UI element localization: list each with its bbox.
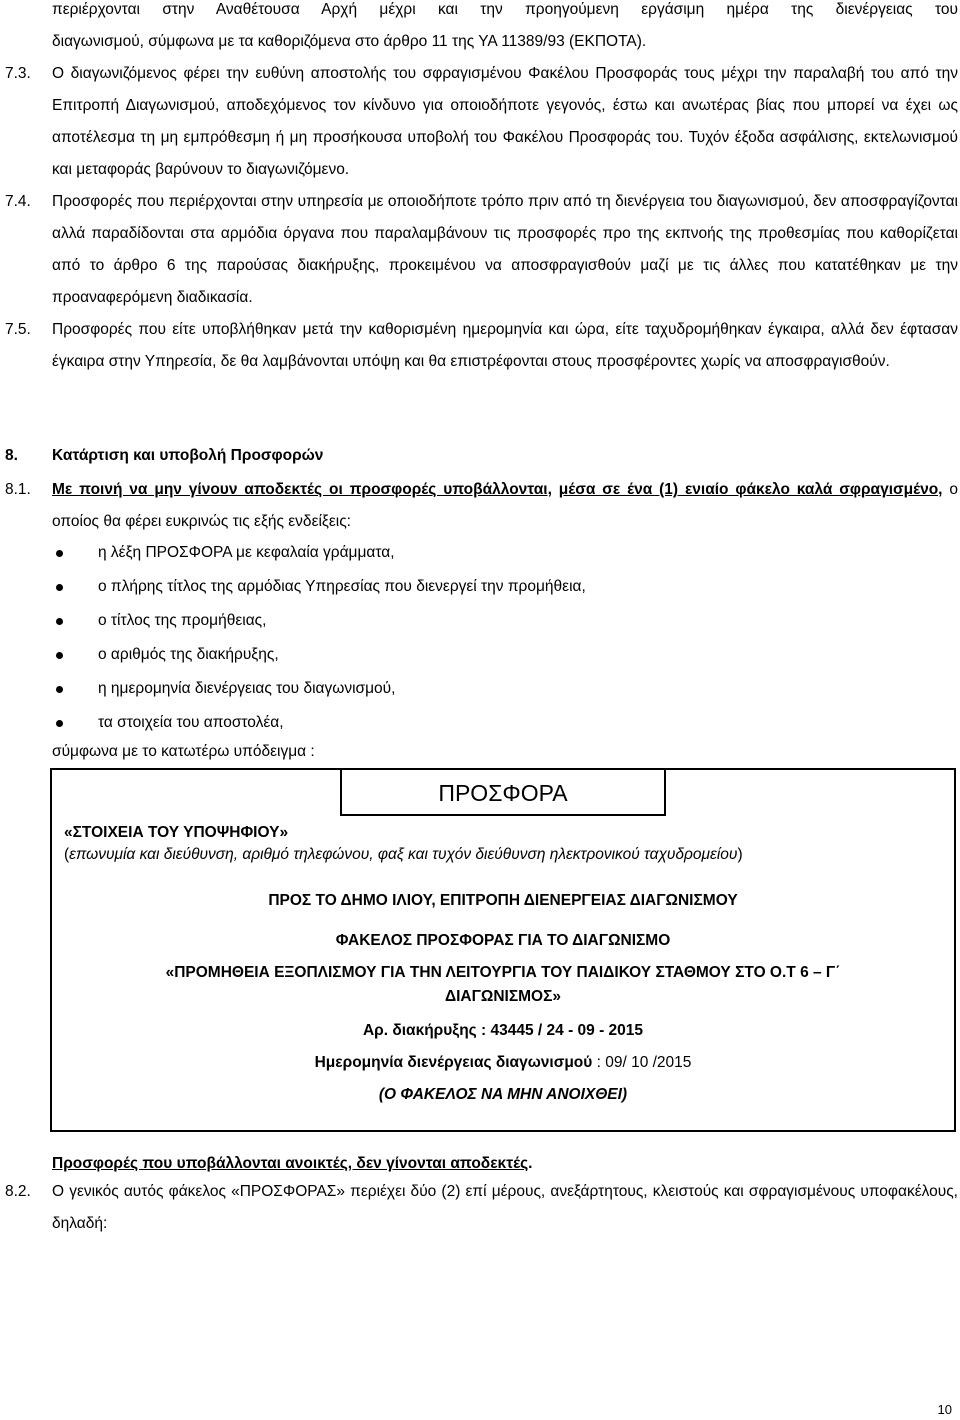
candidate-note xyxy=(64,844,944,866)
note-dot: . xyxy=(528,1155,533,1172)
section-8-2 xyxy=(0,1176,960,1240)
emphasis-text-1: Με ποινή να μην γίνουν αποδεκτές οι προσφορές υποβάλλονται, xyxy=(52,481,552,498)
note-text: Προσφορές που υποβάλλονται ανοικτές, δεν γίνονται αποδεκτές xyxy=(52,1155,529,1172)
page-number: 10 xyxy=(937,1402,952,1417)
plain-text: ο οποίος θα φέρει ευκρινώς τις εξής ενδείξεις: xyxy=(52,481,958,530)
section-text xyxy=(52,474,958,538)
list-item xyxy=(52,536,912,570)
candidate-label: «ΣΤΟΙΧΕΙΑ ΤΟΥ ΥΠΟΨΗΦΙΟΥ» xyxy=(64,824,289,841)
paren-open: ( xyxy=(64,846,70,863)
envelope-line: ΦΑΚΕΛΟΣ ΠΡΟΣΦΟΡΑΣ ΓΙΑ ΤΟ ΔΙΑΓΩΝΙΣΜΟ xyxy=(335,932,671,949)
section-7-3 xyxy=(0,58,960,186)
bullet-icon xyxy=(56,686,63,693)
bullet-icon xyxy=(56,652,63,659)
sample-title: ΠΡΟΣΦΟΡΑ xyxy=(340,770,666,816)
indications-list xyxy=(52,536,912,740)
intro-paragraph xyxy=(0,0,960,58)
section-number: 7.4. xyxy=(5,193,31,210)
list-item-text: η λέξη ΠΡΟΣΦΟΡΑ με κεφαλαία γράμματα, xyxy=(98,544,395,561)
open-offers-note xyxy=(52,1152,912,1176)
list-item-text: ο τίτλος της προμήθειας, xyxy=(98,612,267,629)
project-line-2: ΔΙΑΓΩΝΙΣΜΟΣ» xyxy=(444,988,562,1005)
list-item xyxy=(52,672,912,706)
project-line-1: «ΠΡΟΜΗΘΕΙΑ ΕΞΟΠΛΙΣΜΟΥ ΓΙΑ ΤΗΝ ΛΕΙΤΟΥΡΓΙΑ ΤΟΥ ΠΑΙΔΙΚΟΥ ΣΤΑΘΜΟΥ ΣΤΟ Ο.Τ 6 – Γ΄ xyxy=(165,964,841,981)
section-text: Προσφορές που περιέρχονται στην υπηρεσία με οποιοδήποτε τρόπο πριν από τη διενέργεια του διαγωνισμού, δεν αποσφραγίζονται αλλά παραδίδονται στα αρμόδια όργανα που παραλαμβάνουν τις προσφορές προ της εκπνοής της προθεσμίας που καθορίζεται από το άρθρο 6 της παρούσας διακήρυξης, προκειμένου να αποσφραγισθούν μαζί με τις άλλες που κατατέθηκαν με την προαναφερόμενη διαδικασία. xyxy=(52,193,958,306)
date-value: : 09/ 10 /2015 xyxy=(592,1054,692,1071)
section-number: 8. xyxy=(5,447,18,464)
competition-date xyxy=(52,1052,954,1074)
section-number: 7.3. xyxy=(5,65,31,82)
bullet-icon xyxy=(56,550,63,557)
section-number: 8.1. xyxy=(5,481,31,498)
date-label: Ημερομηνία διενέργειας διαγωνισμού xyxy=(314,1054,593,1071)
offer-envelope-sample xyxy=(50,768,956,1132)
list-item xyxy=(52,604,912,638)
bullet-icon xyxy=(56,618,63,625)
list-item xyxy=(52,638,912,672)
list-item-text: τα στοιχεία του αποστολέα, xyxy=(98,714,284,731)
section-number: 7.5. xyxy=(5,321,31,338)
section-text: Ο διαγωνιζόμενος φέρει την ευθύνη αποστολής του σφραγισμένου Φακέλου Προσφοράς τους μέχρι την παραλαβή του από την Επιτροπή Διαγωνισμού, αποδεχόμενος τον κίνδυνο για οποιοδήποτε γεγονός, έστω και ανωτέρας βίας που μπορεί να έχει ως αποτέλεσμα τη μη εμπρόθεσμη ή μη προσήκουσα υποβολή του Φακέλου Προσφοράς του. Τυχόν έξοδα ασφάλισης, εκτελωνισμού και μεταφοράς βαρύνουν το διαγωνιζόμενο. xyxy=(52,65,958,178)
list-item-text: η ημερομηνία διενέργειας του διαγωνισμού, xyxy=(98,680,396,697)
list-item xyxy=(52,570,912,604)
intro-line-2: διαγωνισμού, σύμφωνα με τα καθοριζόμενα στο άρθρο 11 της ΥΑ 11389/93 (ΕΚΠΟΤΑ). xyxy=(52,33,647,50)
declaration-number xyxy=(52,1020,954,1042)
declaration-label: Αρ. διακήρυξης xyxy=(362,1022,477,1039)
section-7-4 xyxy=(0,186,960,314)
section-8-1 xyxy=(0,474,960,538)
bullet-icon xyxy=(56,720,63,727)
candidate-note-text: επωνυμία και διεύθυνση, αριθμό τηλεφώνου, φαξ και τυχόν διεύθυνση ηλεκτρονικού ταχυδρομείου xyxy=(69,846,738,863)
bullet-icon xyxy=(56,584,63,591)
paren-close: ) xyxy=(737,846,743,863)
after-bullets-text: σύμφωνα με το κατωτέρω υπόδειγμα : xyxy=(52,743,315,760)
emphasis-text-2: μέσα σε ένα (1) ενιαίο φάκελο καλά σφραγισμένο, xyxy=(558,481,943,498)
intro-line-1: περιέρχονται στην Αναθέτουσα Αρχή μέχρι και την προηγούμενη εργάσιμη ημέρα της διενέργειας του xyxy=(52,1,958,18)
section-title: Κατάρτιση και υποβολή Προσφορών xyxy=(52,447,324,464)
section-7-5 xyxy=(0,314,960,378)
list-item-text: ο αριθμός της διακήρυξης, xyxy=(98,646,279,663)
section-text: Προσφορές που είτε υποβλήθηκαν μετά την καθορισμένη ημερομηνία και ώρα, είτε ταχυδρομήθηκαν έγκαιρα, αλλά δεν έφτασαν έγκαιρα στην Υπηρεσία, δε θα λαμβάνονται υπόψη και θα επιστρέφονται στους προσφέροντες χωρίς να αποσφραγισθούν. xyxy=(52,321,958,370)
list-item-text: ο πλήρης τίτλος της αρμόδιας Υπηρεσίας που διενεργεί την προμήθεια, xyxy=(98,578,586,595)
do-not-open-warning: (Ο ΦΑΚΕΛΟΣ ΝΑ ΜΗΝ ΑΝΟΙΧΘΕΙ) xyxy=(378,1086,628,1103)
section-8-heading xyxy=(0,440,960,472)
section-number: 8.2. xyxy=(5,1183,31,1200)
section-text: Ο γενικός αυτός φάκελος «ΠΡΟΣΦΟΡΑΣ» περιέχει δύο (2) επί μέρους, ανεξάρτητους, κλειστούς και σφραγισμένους υποφακέλους, δηλαδή: xyxy=(52,1183,958,1232)
list-item xyxy=(52,706,912,740)
recipient-line: ΠΡΟΣ ΤΟ ΔΗΜΟ ΙΛΙΟΥ, ΕΠΙΤΡΟΠΗ ΔΙΕΝΕΡΓΕΙΑΣ ΔΙΑΓΩΝΙΣΜΟΥ xyxy=(268,892,738,909)
declaration-value: : 43445 / 24 - 09 - 2015 xyxy=(476,1022,644,1039)
